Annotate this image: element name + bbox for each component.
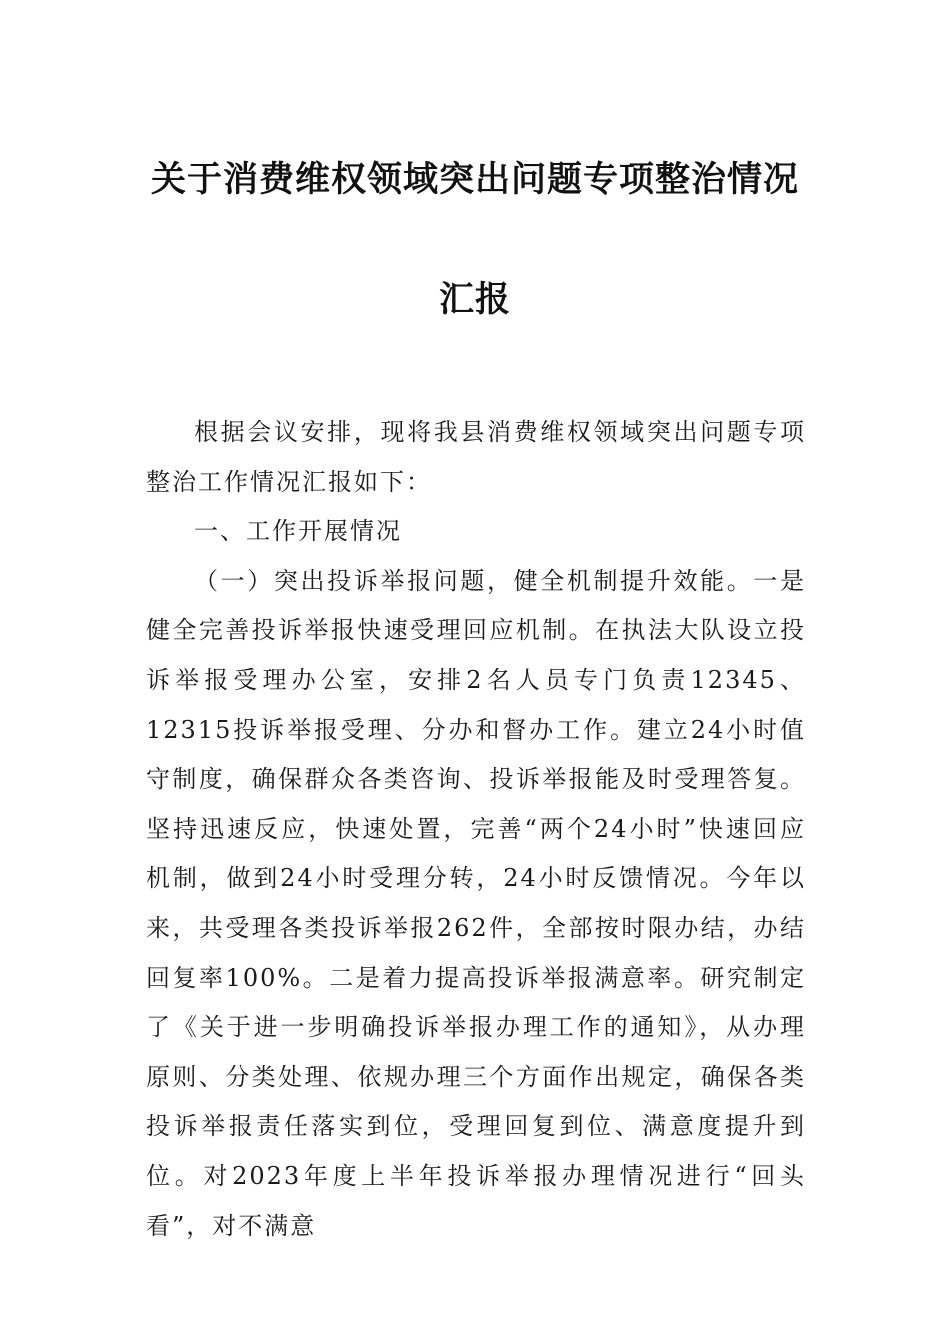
section-heading: 一、工作开展情况	[194, 517, 402, 546]
document-title-line-1: 关于消费维权领域突出问题专项整治情况	[150, 159, 799, 200]
document-title-line-2: 汇报	[438, 279, 511, 320]
intro-paragraph: 根据会议安排，现将我县消费维权领域突出问题专项整治工作情况汇报如下：	[146, 418, 806, 496]
document-body	[146, 408, 806, 1251]
body-paragraph: （一）突出投诉举报问题，健全机制提升效能。一是健全完善投诉举报快速受理回应机制。在执法大队设立投诉举报受理办公室，安排2名人员专门负责12345、12315投诉举报受理、分办和督办工作。建立24小时值守制度，确保群众各类咨询、投诉举报能及时受理答复。坚持迅速反应，快速处置，完善“两个24小时”快速回应机制，做到24小时受理分转，24小时反馈情况。今年以来，共受理各类投诉举报262件，全部按时限办结，办结回复率100%。二是着力提高投诉举报满意率。研究制定了《关于进一步明确投诉举报办理工作的通知》，从办理原则、分类处理、依规办理三个方面作出规定，确保各类投诉举报责任落实到位，受理回复到位、满意度提升到位。对2023年度上半年投诉举报办理情况进行“回头看”，对不满意	[146, 566, 806, 1240]
